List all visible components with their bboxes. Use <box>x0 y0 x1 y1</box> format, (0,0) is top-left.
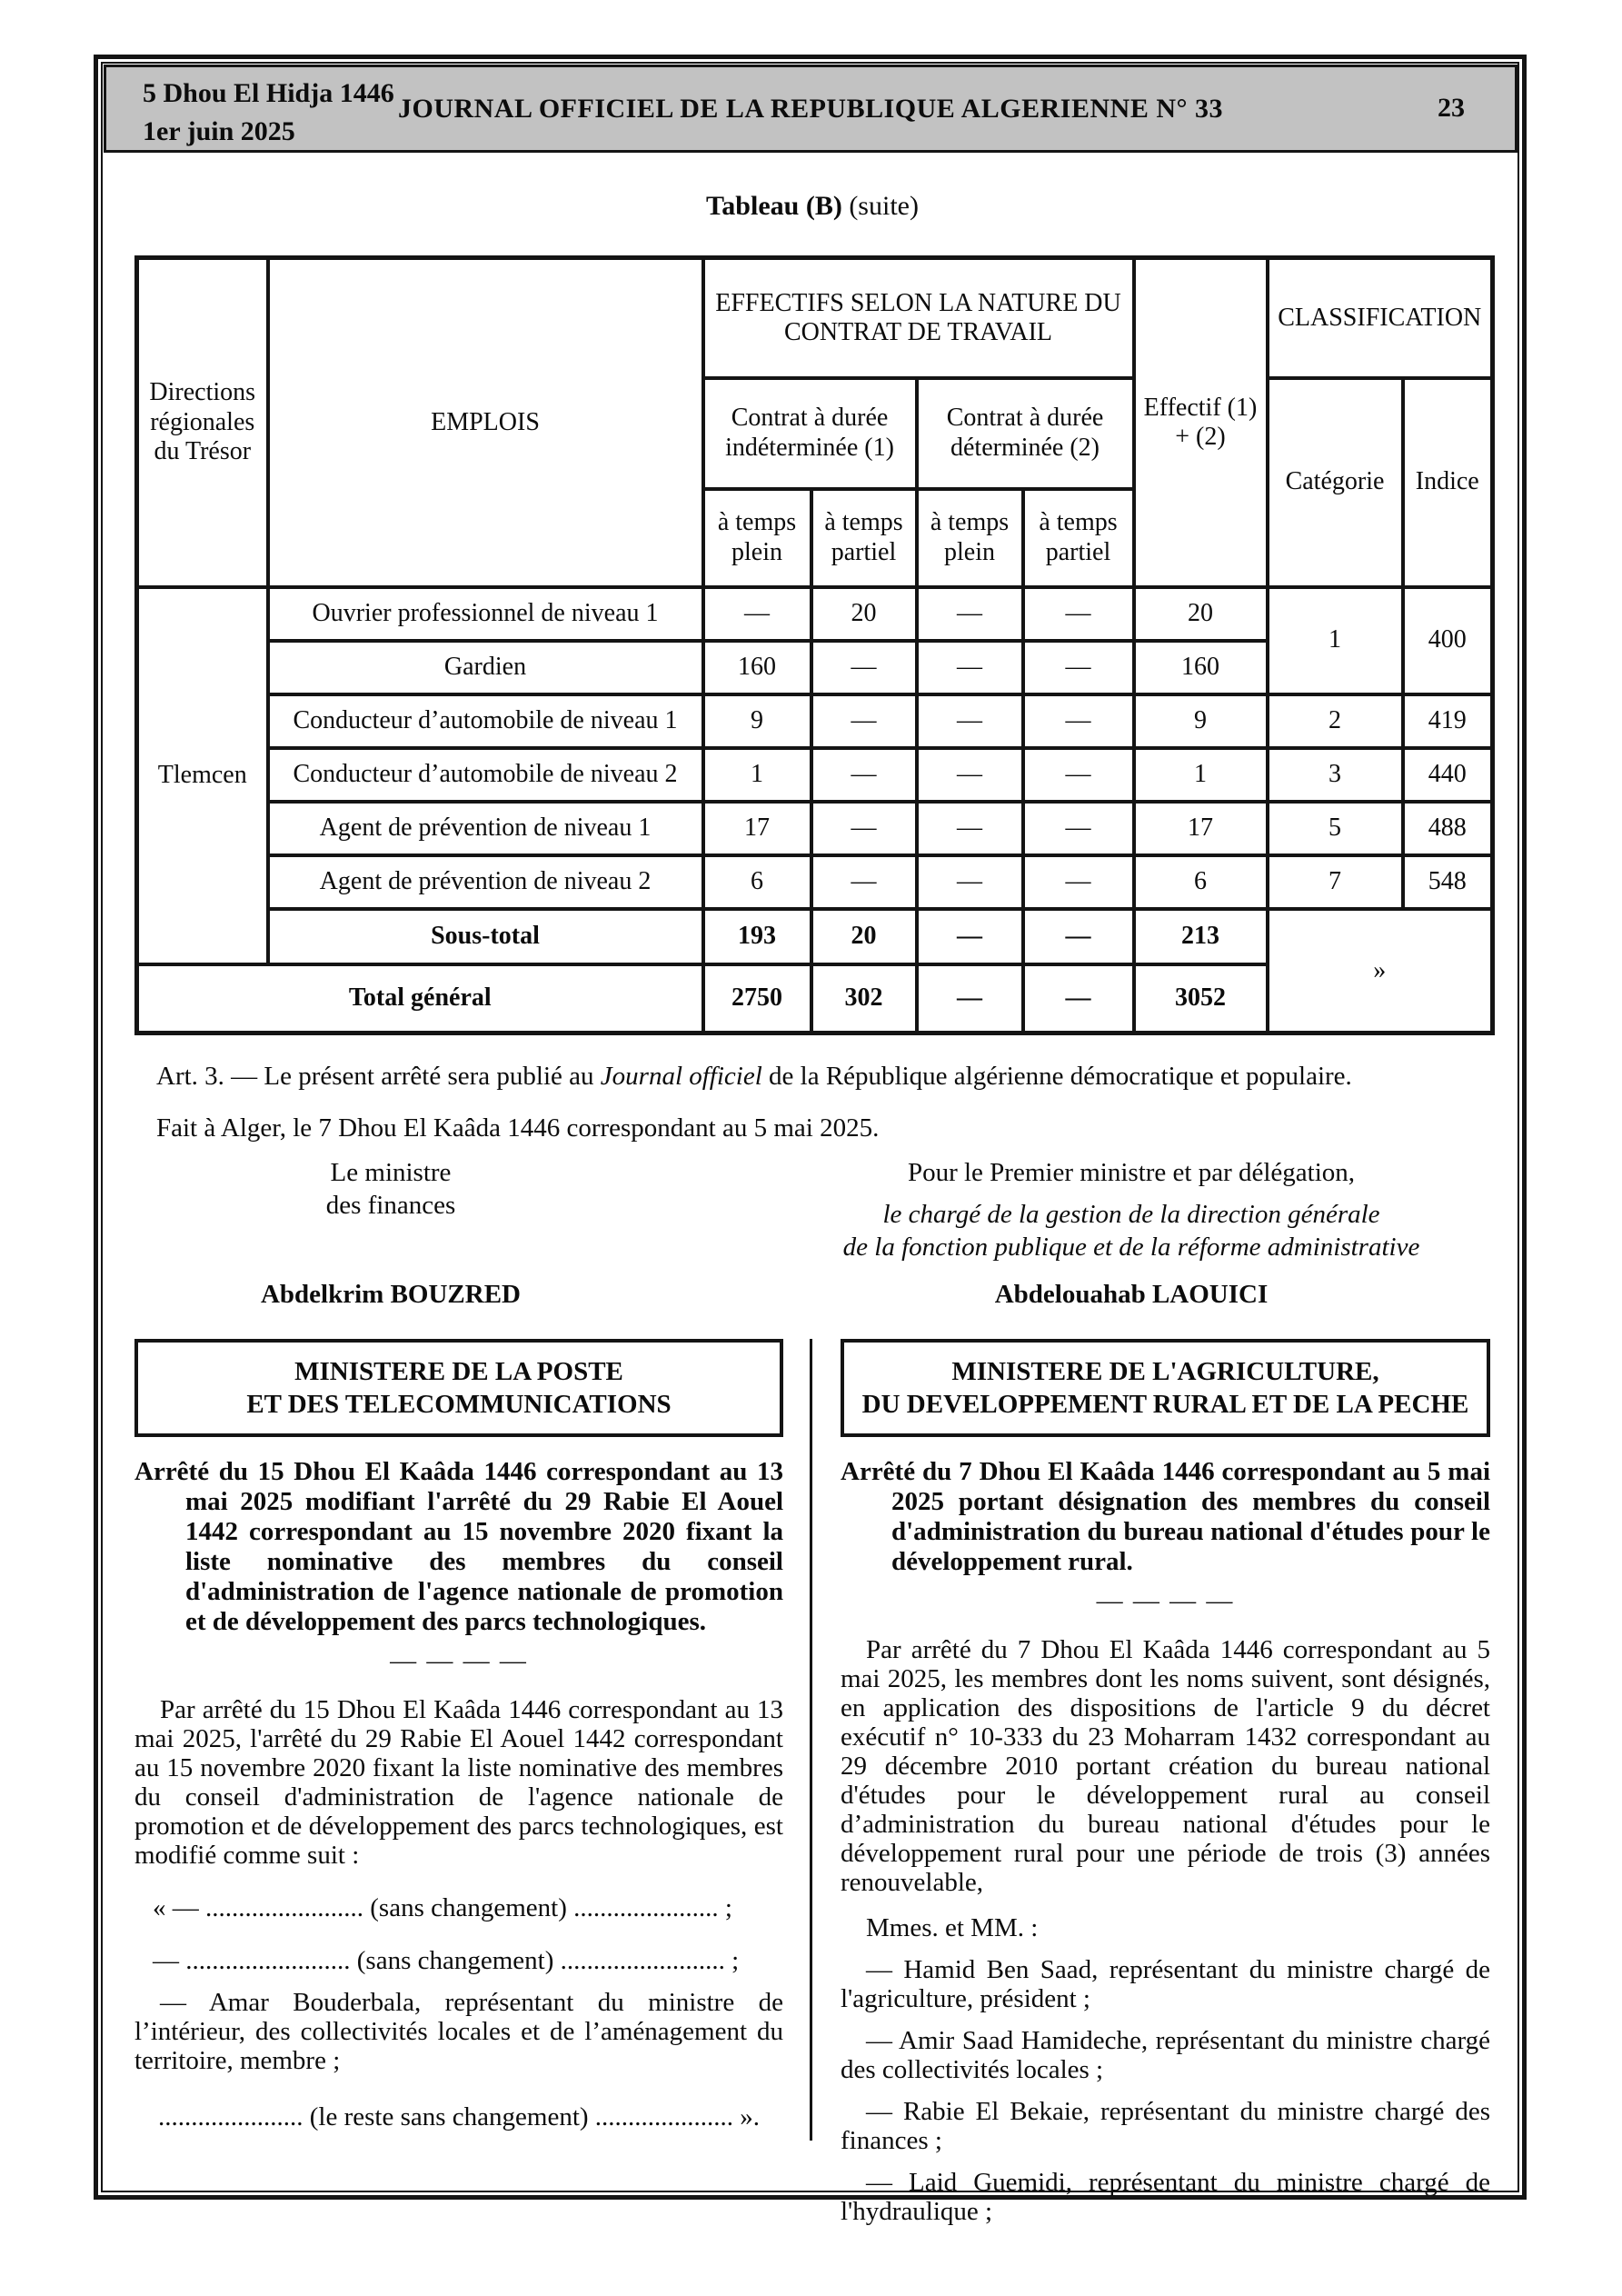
table-row <box>137 748 1493 802</box>
mmes-mm-intro: Mmes. et MM. : <box>866 1913 1039 1942</box>
dash-separator: — — — — <box>1096 1586 1235 1615</box>
cell-categorie: 2 <box>1268 694 1403 748</box>
header-cdi-temps-plein: à temps plein <box>703 489 811 587</box>
header-categorie: Catégorie <box>1268 378 1403 587</box>
right-role-line1: le chargé de la gestion de la direction générale <box>882 1200 1380 1229</box>
cell-cdi-partiel: 20 <box>811 909 917 964</box>
header-indice: Indice <box>1403 378 1493 587</box>
header-effectif-total: Effectif (1) + (2) <box>1134 258 1268 587</box>
cell-cdi-partiel: 302 <box>811 964 917 1033</box>
cell-indice: 548 <box>1403 855 1493 909</box>
cell-cdd-plein: — <box>917 855 1023 909</box>
cell-cdd-plein: — <box>917 802 1023 855</box>
closing-line: ...................... (le reste sans changement) ..................... ». <box>158 2102 761 2131</box>
ministry-agri-line2: DU DEVELOPPEMENT RURAL ET DE LA PECHE <box>861 1390 1469 1419</box>
cell-emploi: Conducteur d’automobile de niveau 2 <box>268 748 703 802</box>
left-role-line2: des finances <box>325 1191 456 1220</box>
cell-cdi-partiel: — <box>811 641 917 694</box>
header-cdd-temps-partiel: à temps partiel <box>1023 489 1134 587</box>
cell-effectif: 1 <box>1134 748 1268 802</box>
cell-cdd-plein: — <box>917 694 1023 748</box>
sans-changement-line1: « — ........................ (sans changement) ...................... ; <box>153 1893 732 1922</box>
cell-cdd-partiel: — <box>1023 855 1134 909</box>
cell-cdi-partiel: — <box>811 802 917 855</box>
header-effectifs-nature: EFFECTIFS SELON LA NATURE DU CONTRAT DE TRAVAIL <box>703 258 1134 378</box>
cell-cdi-plein: 6 <box>703 855 811 909</box>
arrete-heading-left: Arrêté du 15 Dhou El Kaâda 1446 correspondant au 13 mai 2025 modifiant l'arrêté du 29 Rabie El Aouel 1442 correspondant au 15 novembre 2020 fixant la liste nominative des membres du conseil d'administration de l'agence nationale de promotion et de développement des parcs technologiques. <box>134 1457 783 1636</box>
column-divider <box>810 1339 812 2141</box>
cell-categorie: 7 <box>1268 855 1403 909</box>
right-intro: Pour le Premier ministre et par délégation, <box>907 1158 1356 1187</box>
arrete-body-left: Par arrêté du 15 Dhou El Kaâda 1446 correspondant au 13 mai 2025, l'arrêté du 29 Rabie El Aouel 1442 correspondant au 15 novembre 2020 fixant la liste nominative des membres du conseil d'administration de l'agence nationale de promotion et de développement des parcs technologiques, est modifié comme suit : <box>134 1695 783 1870</box>
effectifs-table <box>134 255 1495 1035</box>
right-column <box>841 1339 1490 2226</box>
cell-cdd-plein: — <box>917 587 1023 641</box>
right-role-italic <box>772 1198 1490 1263</box>
member-item-left: — Amar Bouderbala, représentant du ministre de l’intérieur, des collectivités locales et de l’aménagement du territoire, membre ; <box>134 1988 783 2075</box>
table-title <box>134 191 1490 222</box>
header-emplois: EMPLOIS <box>268 258 703 587</box>
cell-cdd-plein: — <box>917 641 1023 694</box>
cell-effectif: 20 <box>1134 587 1268 641</box>
header-cdd: Contrat à durée déterminée (2) <box>917 378 1134 489</box>
cell-cdd-plein: — <box>917 909 1023 964</box>
signature-left-name: Abdelkrim BOUZRED <box>260 1280 521 1309</box>
cell-indice: 488 <box>1403 802 1493 855</box>
ministry-poste-line2: ET DES TELECOMMUNICATIONS <box>246 1390 672 1419</box>
arrete-body-right: Par arrêté du 7 Dhou El Kaâda 1446 correspondant au 5 mai 2025, les membres dont les noms suivent, sont désignés, en application des dispositions de l'article 9 du décret exécutif n° 10-333 du 23 Moharram 1432 correspondant au 29 décembre 2010 portant création du bureau national d'études pour le développement rural au conseil d’administration du bureau national d'études pour le développement rural pour une période de trois (3) années renouvelable, <box>841 1635 1490 1897</box>
cell-categorie: 3 <box>1268 748 1403 802</box>
cell-cdi-plein: 17 <box>703 802 811 855</box>
ministry-agri-line1: MINISTERE DE L'AGRICULTURE, <box>951 1357 1379 1386</box>
cell-cdi-plein: 160 <box>703 641 811 694</box>
cell-effectif: 17 <box>1134 802 1268 855</box>
sans-changement-line2: — ......................... (sans changement) ......................... ; <box>153 1946 740 1975</box>
header-cdd-temps-plein: à temps plein <box>917 489 1023 587</box>
cell-emploi: Agent de prévention de niveau 2 <box>268 855 703 909</box>
ministry-box-poste <box>134 1339 783 1437</box>
cell-indice: 419 <box>1403 694 1493 748</box>
cell-cdd-partiel: — <box>1023 587 1134 641</box>
cell-indice: 440 <box>1403 748 1493 802</box>
cell-cdi-partiel: — <box>811 694 917 748</box>
cell-emploi: Gardien <box>268 641 703 694</box>
header-band <box>104 65 1518 153</box>
cell-cdd-partiel: — <box>1023 748 1134 802</box>
gregorian-date: 1er juin 2025 <box>143 116 295 146</box>
cell-cdd-plein: — <box>917 964 1023 1033</box>
article-3-italic: Journal officiel <box>600 1062 762 1091</box>
right-role-line2: de la fonction publique et de la réforme administrative <box>842 1233 1420 1262</box>
table-title-bold: Tableau (B) <box>706 191 842 221</box>
ministry-poste-line1: MINISTERE DE LA POSTE <box>294 1357 623 1386</box>
dash-separator: — — — — <box>390 1646 528 1675</box>
sous-total-row <box>137 909 1493 964</box>
table-row <box>137 802 1493 855</box>
header-directions: Directions régionales du Trésor <box>137 258 268 587</box>
cell-emploi: Agent de prévention de niveau 1 <box>268 802 703 855</box>
member-item: — Hamid Ben Saad, représentant du ministre chargé de l'agriculture, président ; <box>841 1955 1490 2013</box>
cell-categorie: 5 <box>1268 802 1403 855</box>
cell-cdi-plein: — <box>703 587 811 641</box>
cell-effectif: 160 <box>1134 641 1268 694</box>
table-row <box>137 855 1493 909</box>
cell-cdd-plein: — <box>917 748 1023 802</box>
cell-cdi-plein: 1 <box>703 748 811 802</box>
cell-cdi-plein: 193 <box>703 909 811 964</box>
member-item: — Amir Saad Hamideche, représentant du ministre chargé des collectivités locales ; <box>841 2026 1490 2084</box>
header-cdi: Contrat à durée indéterminée (1) <box>703 378 917 489</box>
cell-cdd-partiel: — <box>1023 802 1134 855</box>
page-number: 23 <box>1438 93 1465 123</box>
total-label: Total général <box>137 964 703 1033</box>
header-classification: CLASSIFICATION <box>1268 258 1493 378</box>
cell-cdi-partiel: 20 <box>811 587 917 641</box>
cell-cdd-partiel: — <box>1023 694 1134 748</box>
cell-cdd-partiel: — <box>1023 641 1134 694</box>
fait-line: Fait à Alger, le 7 Dhou El Kaâda 1446 correspondant au 5 mai 2025. <box>156 1113 880 1143</box>
table-row <box>137 694 1493 748</box>
cell-cdi-plein: 2750 <box>703 964 811 1033</box>
article-block <box>134 1062 1490 1166</box>
header-cdi-temps-partiel: à temps partiel <box>811 489 917 587</box>
cell-cdi-partiel: — <box>811 748 917 802</box>
signature-right-name: Abdelouahab LAOUICI <box>994 1280 1269 1309</box>
cell-effectif: 6 <box>1134 855 1268 909</box>
header-dates <box>143 75 394 151</box>
cell-emploi: Conducteur d’automobile de niveau 1 <box>268 694 703 748</box>
cell-effectif: 9 <box>1134 694 1268 748</box>
journal-title: JOURNAL OFFICIEL DE LA REPUBLIQUE ALGERIENNE N° 33 <box>398 93 1223 124</box>
signature-right-role <box>772 1156 1490 1263</box>
left-role-line1: Le ministre <box>330 1158 452 1187</box>
region-cell: Tlemcen <box>137 587 268 964</box>
sous-total-label: Sous-total <box>268 909 703 964</box>
cell-cdd-partiel: — <box>1023 964 1134 1033</box>
cell-categorie: 1 <box>1268 587 1403 694</box>
article-3 <box>134 1062 1490 1092</box>
table-title-suffix: (suite) <box>841 191 919 221</box>
ministry-box-agriculture <box>841 1339 1490 1437</box>
cell-cdi-partiel: — <box>811 855 917 909</box>
left-column <box>134 1339 783 2131</box>
article-3-suffix: de la République algérienne démocratique et populaire. <box>761 1062 1352 1091</box>
article-3-text: Art. 3. — Le présent arrêté sera publié au <box>156 1062 601 1091</box>
member-item: — Rabie El Bekaie, représentant du ministre chargé des finances ; <box>841 2097 1490 2155</box>
signature-left-role <box>209 1156 572 1222</box>
cell-effectif: 213 <box>1134 909 1268 964</box>
table-row <box>137 587 1493 641</box>
cell-emploi: Ouvrier professionnel de niveau 1 <box>268 587 703 641</box>
cell-effectif: 3052 <box>1134 964 1268 1033</box>
member-item: — Laid Guemidi, représentant du ministre chargé de l'hydraulique ; <box>841 2168 1490 2226</box>
cell-cdd-partiel: — <box>1023 909 1134 964</box>
hijri-date: 5 Dhou El Hidja 1446 <box>143 78 394 108</box>
classification-merged-cell: » <box>1268 909 1493 1033</box>
cell-cdi-plein: 9 <box>703 694 811 748</box>
cell-indice: 400 <box>1403 587 1493 694</box>
arrete-heading-right: Arrêté du 7 Dhou El Kaâda 1446 correspondant au 5 mai 2025 portant désignation des membres du conseil d'administration du bureau national d'études pour le développement rural. <box>841 1457 1490 1576</box>
